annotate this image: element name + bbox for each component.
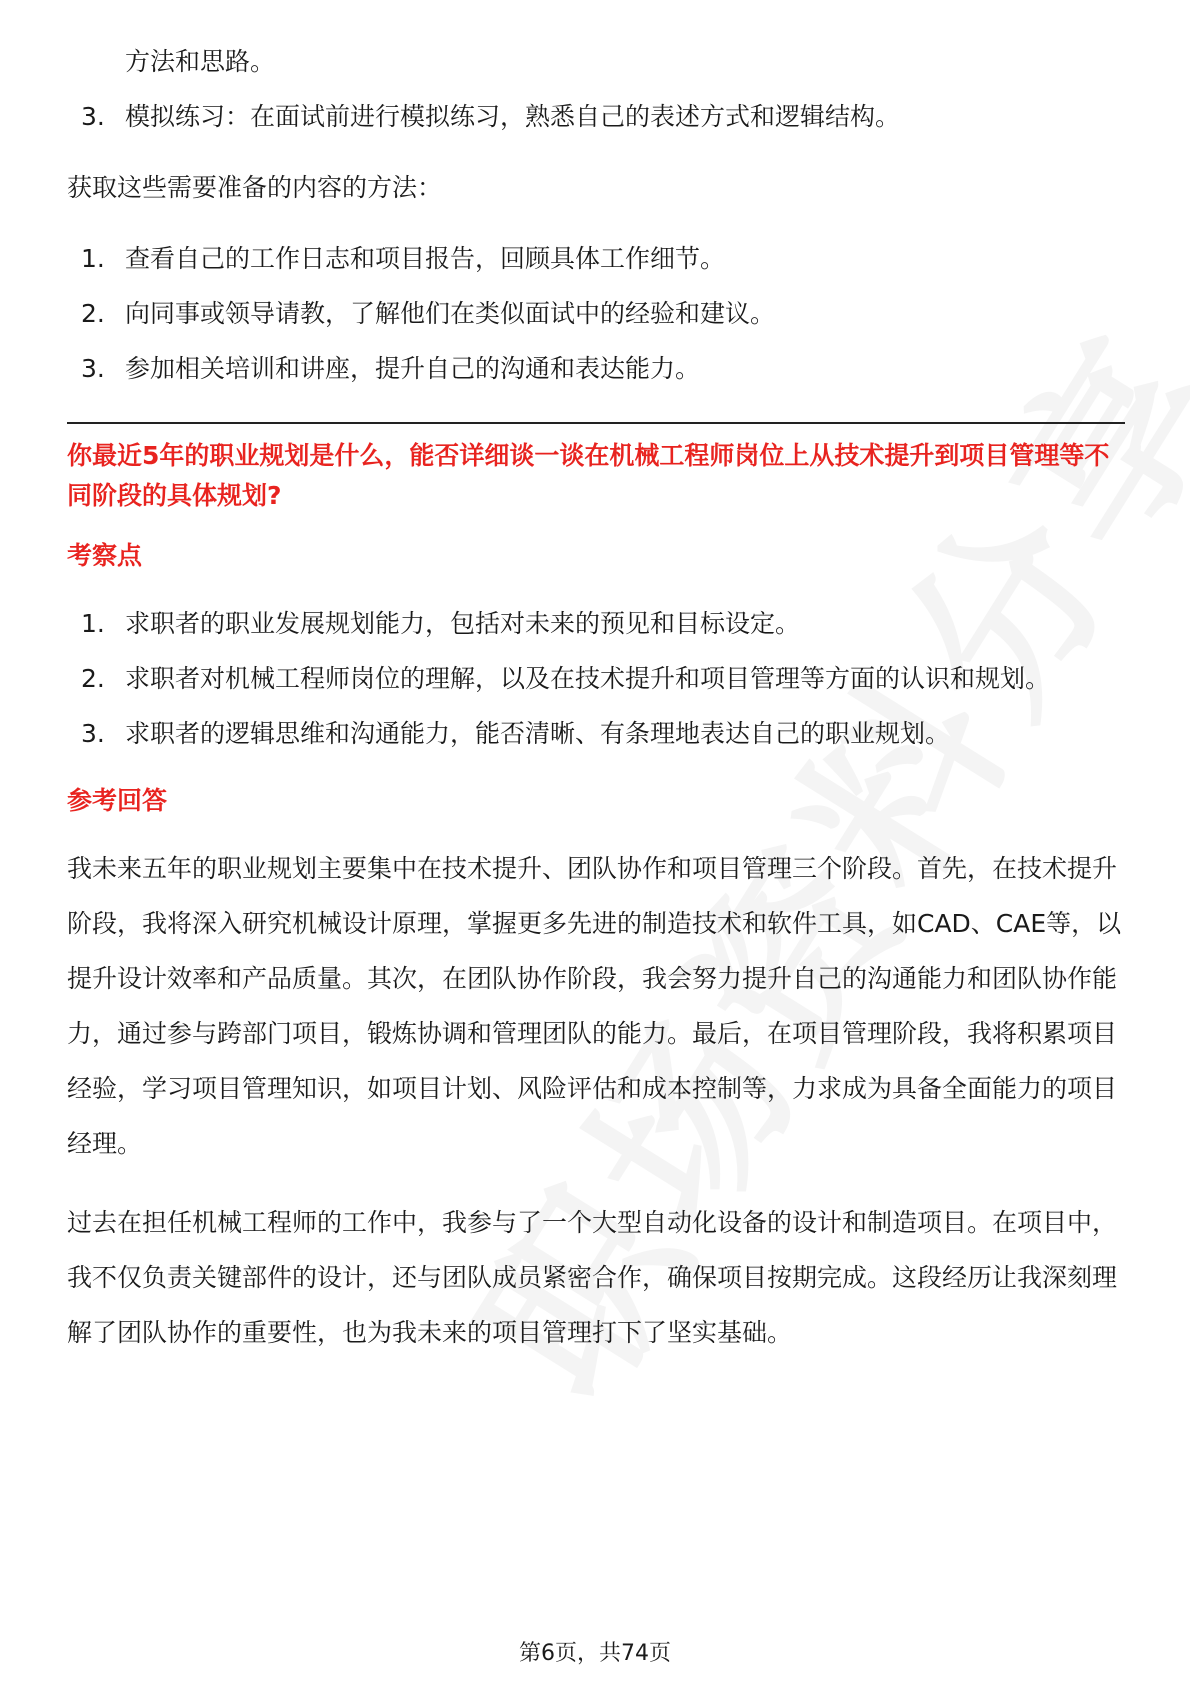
list-item	[67, 286, 1125, 341]
examination-heading: 考察点	[67, 541, 143, 570]
list-number: 3.	[81, 719, 105, 748]
list-item-text: 求职者的职业发展规划能力，包括对未来的预见和目标设定。	[125, 609, 801, 638]
examination-list	[67, 596, 1125, 761]
question-heading: 你最近5年的职业规划是什么，能否详细谈一谈在机械工程师岗位上从技术提升到项目管理等不同阶段的具体规划?	[67, 441, 1110, 510]
answer-paragraph: 过去在担任机械工程师的工作中，我参与了一个大型自动化设备的设计和制造项目。在项目中，我不仅负责关键部件的设计，还与团队成员紧密合作，确保项目按期完成。这段经历让我深刻理解了团队协作的重要性，也为我未来的项目管理打下了坚实基础。	[67, 1208, 1118, 1347]
section-divider	[67, 422, 1125, 424]
page-content	[67, 34, 1125, 1360]
methods-heading: 获取这些需要准备的内容的方法：	[67, 173, 443, 202]
list-item-text: 模拟练习：在面试前进行模拟练习，熟悉自己的表述方式和逻辑结构。	[125, 102, 901, 131]
spacer	[67, 215, 1125, 231]
list-number: 1.	[81, 244, 105, 273]
list-number: 2.	[81, 664, 105, 693]
page-number: 第6页，共74页	[519, 1641, 671, 1666]
spacer	[67, 144, 1125, 160]
list-item	[67, 596, 1125, 651]
list-item-text: 向同事或领导请教，了解他们在类似面试中的经验和建议。	[125, 299, 776, 328]
list-number: 3.	[81, 102, 105, 131]
methods-list	[67, 231, 1125, 396]
list-item	[67, 89, 1125, 144]
list-item-text: 求职者的逻辑思维和沟通能力，能否清晰、有条理地表达自己的职业规划。	[125, 719, 951, 748]
list-item-text: 参加相关培训和讲座，提升自己的沟通和表达能力。	[125, 354, 701, 383]
list-item-text: 查看自己的工作日志和项目报告，回顾具体工作细节。	[125, 244, 726, 273]
list-continuation-text: 方法和思路。	[125, 47, 276, 76]
list-item	[67, 706, 1125, 761]
list-item	[67, 231, 1125, 286]
spacer	[67, 1171, 1125, 1195]
list-item	[67, 341, 1125, 396]
list-number: 2.	[81, 299, 105, 328]
list-item	[67, 651, 1125, 706]
list-number: 1.	[81, 609, 105, 638]
list-number: 3.	[81, 354, 105, 383]
answer-paragraph: 我未来五年的职业规划主要集中在技术提升、团队协作和项目管理三个阶段。首先，在技术提升阶段，我将深入研究机械设计原理，掌握更多先进的制造技术和软件工具，如CAD、CAE等，以提升设计效率和产品质量。其次，在团队协作阶段，我会努力提升自己的沟通能力和团队协作能力，通过参与跨部门项目，锻炼协调和管理团队的能力。最后，在项目管理阶段，我将积累项目经验，学习项目管理知识，如项目计划、风险评估和成本控制等，力求成为具备全面能力的项目经理。	[67, 854, 1122, 1158]
answer-heading: 参考回答	[67, 786, 168, 815]
intro-list	[67, 89, 1125, 144]
list-item-text: 求职者对机械工程师岗位的理解，以及在技术提升和项目管理等方面的认识和规划。	[125, 664, 1051, 693]
